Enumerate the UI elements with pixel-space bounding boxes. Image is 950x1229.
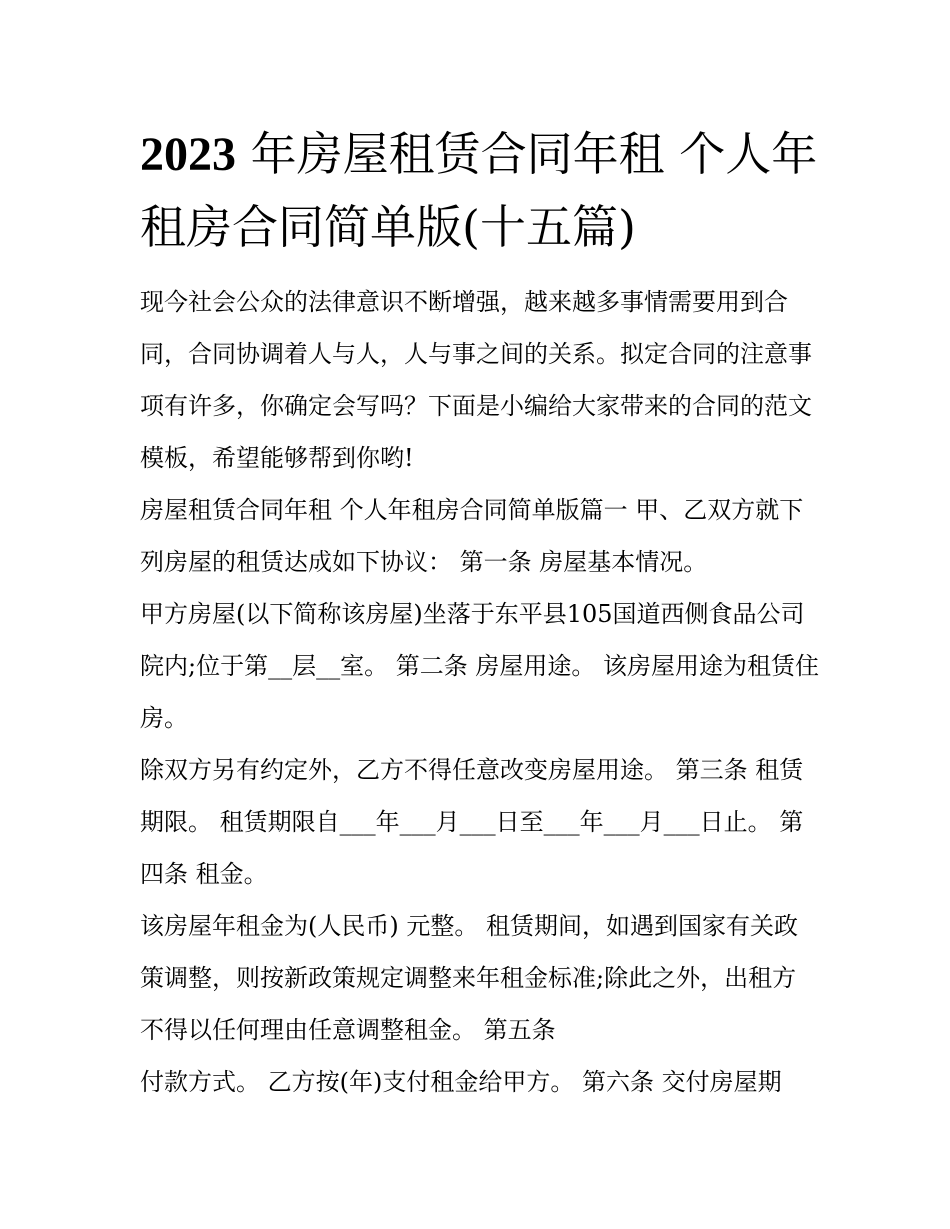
paragraph-payment: 付款方式。 乙方按(年)支付租金给甲方。 第六条 交付房屋期 [140, 1068, 782, 1096]
document-body [140, 276, 820, 1108]
paragraph-intro: 现今社会公众的法律意识不断增强，越来越多事情需要用到合同，合同协调着人与人，人与事之间的关系。拟定合同的注意事项有许多，你确定会写吗？下面是小编给大家带来的合同的范文模板，希望能够帮到你哟! [140, 288, 812, 472]
paragraph-agreement: 房屋租赁合同年租 个人年租房合同简单版篇一 甲、乙双方就下列房屋的租赁达成如下协议： 第一条 房屋基本情况。 [140, 496, 804, 576]
paragraph-term: 除双方另有约定外，乙方不得任意改变房屋用途。 第三条 租赁期限。 租赁期限自___年___月___日至___年___月___日止。 第四条 租金。 [140, 756, 804, 888]
title-text: 年房屋租赁合同年租 个人年租房合同简单版(十五篇) [140, 127, 818, 254]
document-title [140, 118, 820, 263]
title-year: 2023 [140, 128, 236, 181]
paragraph-rent: 该房屋年租金为(人民币) 元整。 租赁期间，如遇到国家有关政策调整，则按新政策规定调整来年租金标准;除此之外，出租方不得以任何理由任意调整租金。 第五条 [140, 912, 798, 1044]
paragraph-location: 甲方房屋(以下简称该房屋)坐落于东平县105国道西侧食品公司院内;位于第__层__室。 第二条 房屋用途。 该房屋用途为租赁住房。 [140, 600, 819, 732]
